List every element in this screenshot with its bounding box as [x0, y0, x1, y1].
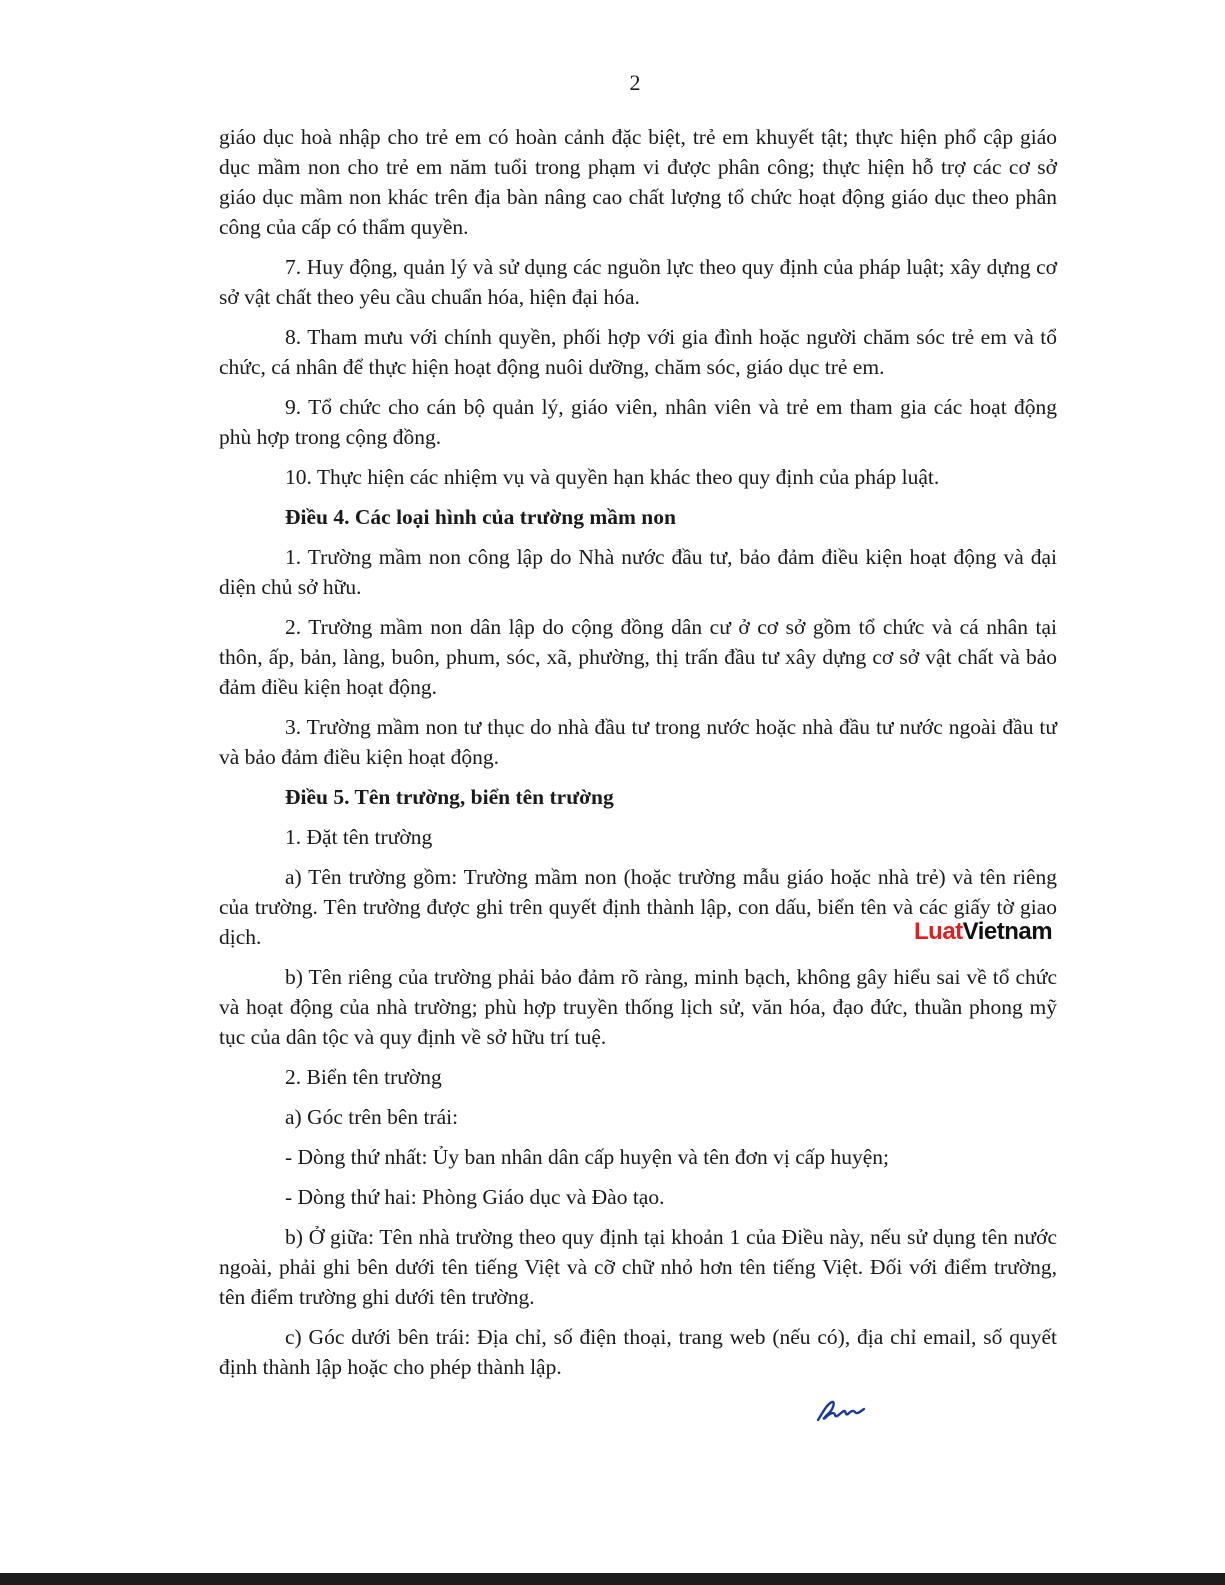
paragraph-item-10: 10. Thực hiện các nhiệm vụ và quyền hạn khác theo quy định của pháp luật. — [285, 465, 940, 489]
article-5-heading: Điều 5. Tên trường, biển tên trường — [285, 785, 614, 809]
article-5-item-1a: a) Tên trường gồm: Trường mầm non (hoặc trường mẫu giáo hoặc nhà trẻ) và tên riêng của trường. Tên trường được ghi trên quyết định thành lập, con dấu, biển tên và các giấy tờ giao dịch. — [219, 865, 1057, 949]
paragraph-continuation: giáo dục hoà nhập cho trẻ em có hoàn cảnh đặc biệt, trẻ em khuyết tật; thực hiện phổ cập giáo dục mầm non cho trẻ em năm tuổi trong phạm vi được phân công; thực hiện hỗ trợ các cơ sở giáo dục mầm non khác trên địa bàn nâng cao chất lượng tổ chức hoạt động giáo dục theo phân công của cấp có thẩm quyền. — [219, 125, 1057, 239]
article-4-item-3: 3. Trường mầm non tư thục do nhà đầu tư trong nước hoặc nhà đầu tư nước ngoài đầu tư và bảo đảm điều kiện hoạt động. — [219, 715, 1057, 769]
article-4-item-2: 2. Trường mầm non dân lập do cộng đồng dân cư ở cơ sở gồm tổ chức và cá nhân tại thôn, ấp, bản, làng, buôn, phum, sóc, xã, phường, thị trấn đầu tư xây dựng cơ sở vật chất và bảo đảm điều kiện hoạt động. — [219, 615, 1057, 699]
initials-signature — [815, 1398, 867, 1424]
article-4-item-1: 1. Trường mầm non công lập do Nhà nước đầu tư, bảo đảm điều kiện hoạt động và đại diện chủ sở hữu. — [219, 545, 1057, 599]
article-5-item-2a: a) Góc trên bên trái: — [285, 1105, 459, 1129]
watermark-logo — [914, 918, 1052, 946]
scan-bottom-edge — [0, 1573, 1225, 1585]
article-4-heading: Điều 4. Các loại hình của trường mầm non — [285, 505, 676, 529]
paragraph-item-8: 8. Tham mưu với chính quyền, phối hợp với gia đình hoặc người chăm sóc trẻ em và tổ chức, cá nhân để thực hiện hoạt động nuôi dưỡng, chăm sóc, giáo dục trẻ em. — [219, 325, 1057, 379]
article-5-item-2b: b) Ở giữa: Tên nhà trường theo quy định tại khoản 1 của Điều này, nếu sử dụng tên nước ngoài, phải ghi bên dưới tên tiếng Việt và cỡ chữ nhỏ hơn tên tiếng Việt. Đối với điểm trường, tên điểm trường ghi dưới tên trường. — [219, 1225, 1057, 1309]
article-5-item-2: 2. Biển tên trường — [285, 1065, 442, 1089]
paragraph-item-7: 7. Huy động, quản lý và sử dụng các nguồn lực theo quy định của pháp luật; xây dựng cơ sở vật chất theo yêu cầu chuẩn hóa, hiện đại hóa. — [219, 255, 1057, 309]
article-5-item-2c: c) Góc dưới bên trái: Địa chỉ, số điện thoại, trang web (nếu có), địa chỉ email, số quyết định thành lập hoặc cho phép thành lập. — [219, 1325, 1057, 1379]
document-body — [219, 122, 1057, 1392]
paragraph-item-9: 9. Tổ chức cho cán bộ quản lý, giáo viên, nhân viên và trẻ em tham gia các hoạt động phù hợp trong cộng đồng. — [219, 395, 1057, 449]
article-5-line-1: - Dòng thứ nhất: Ủy ban nhân dân cấp huyện và tên đơn vị cấp huyện; — [285, 1145, 889, 1169]
watermark-part-1: Luat — [914, 918, 963, 945]
article-5-item-1b: b) Tên riêng của trường phải bảo đảm rõ ràng, minh bạch, không gây hiểu sai về tổ chức và hoạt động của nhà trường; phù hợp truyền thống lịch sử, văn hóa, đạo đức, thuần phong mỹ tục của dân tộc và quy định về sở hữu trí tuệ. — [219, 965, 1057, 1049]
page-number: 2 — [629, 70, 641, 95]
article-5-line-2: - Dòng thứ hai: Phòng Giáo dục và Đào tạo. — [285, 1185, 665, 1209]
article-5-item-1: 1. Đặt tên trường — [285, 825, 433, 849]
watermark-part-2: Vietnam — [962, 918, 1053, 945]
